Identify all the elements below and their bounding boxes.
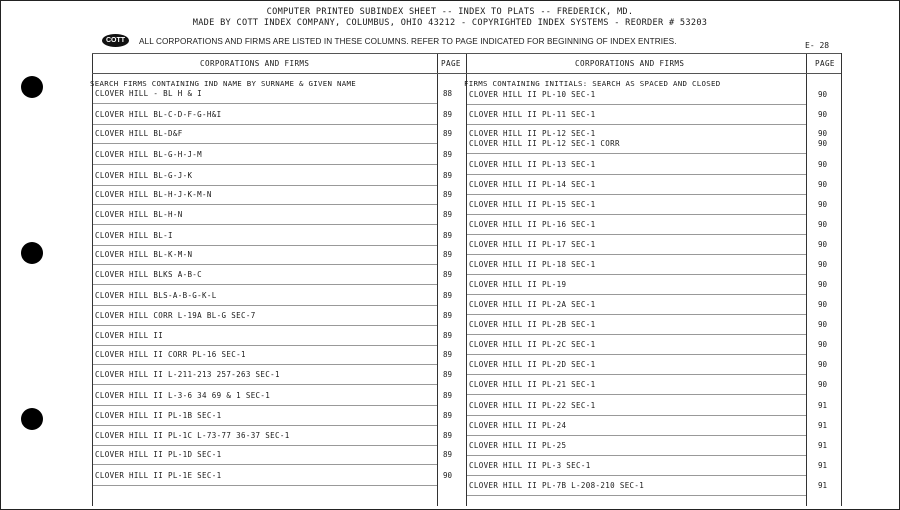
entry-rule — [467, 214, 806, 215]
right-entry-page: 90 — [818, 200, 828, 209]
left-entry-page: 89 — [443, 370, 453, 379]
left-entry-page: 89 — [443, 431, 453, 440]
entry-rule — [467, 334, 806, 335]
right-entry-name: CLOVER HILL II PL-22 SEC-1 — [469, 401, 596, 410]
left-entry-name: CLOVER HILL BL-G-J-K — [95, 171, 193, 180]
entry-rule — [467, 435, 806, 436]
entry-rule — [467, 294, 806, 295]
entry-rule — [93, 425, 437, 426]
cott-logo: COTT — [102, 34, 129, 47]
left-entry-name: CLOVER HILL CORR L-19A BL-G SEC-7 — [95, 311, 256, 320]
sheet-number: E- 28 — [805, 41, 830, 50]
right-entry-page: 90 — [818, 180, 828, 189]
entry-rule — [467, 254, 806, 255]
left-entry-name: CLOVER HILL II PL-1E SEC-1 — [95, 471, 222, 480]
left-entry-page: 89 — [443, 450, 453, 459]
entry-rule — [93, 305, 437, 306]
right-entry-page: 91 — [818, 401, 828, 410]
right-entry-page: 90 — [818, 220, 828, 229]
right-entry-page: 90 — [818, 90, 828, 99]
left-entry-name: CLOVER HILL II PL-1C L-73-77 36-37 SEC-1 — [95, 431, 290, 440]
right-entry-page: 90 — [818, 360, 828, 369]
right-entry-name: CLOVER HILL II PL-2C SEC-1 — [469, 340, 596, 349]
left-entry-page: 88 — [443, 89, 453, 98]
column-rule — [92, 53, 93, 506]
left-entry-page: 90 — [443, 471, 453, 480]
entry-rule — [93, 345, 437, 346]
binder-hole — [21, 242, 43, 264]
left-entry-page: 89 — [443, 210, 453, 219]
sheet-title: COMPUTER PRINTED SUBINDEX SHEET -- INDEX TO PLATS -- FREDERICK, MD. — [266, 7, 634, 17]
left-entry-name: CLOVER HILL II PL-1D SEC-1 — [95, 450, 222, 459]
right-entry-name: CLOVER HILL II PL-10 SEC-1 — [469, 90, 596, 99]
entry-rule — [467, 374, 806, 375]
right-entry-page: 91 — [818, 441, 828, 450]
right-entry-name: CLOVER HILL II PL-13 SEC-1 — [469, 160, 596, 169]
right-entry-page: 90 — [818, 380, 828, 389]
entry-rule — [93, 103, 437, 104]
entry-rule — [93, 124, 437, 125]
left-entry-page: 89 — [443, 291, 453, 300]
left-entry-name: CLOVER HILL II CORR PL-16 SEC-1 — [95, 350, 246, 359]
entry-rule — [93, 464, 437, 465]
right-entry-name: CLOVER HILL II PL-17 SEC-1 — [469, 240, 596, 249]
left-entry-page: 89 — [443, 311, 453, 320]
header-rule — [92, 53, 841, 54]
left-entry-page: 89 — [443, 171, 453, 180]
right-entry-name: CLOVER HILL II PL-12 SEC-1 — [469, 129, 596, 138]
entry-rule — [467, 314, 806, 315]
entry-rule — [467, 124, 806, 125]
right-entry-name: CLOVER HILL II PL-2B SEC-1 — [469, 320, 596, 329]
right-page-heading: PAGE — [815, 59, 835, 68]
left-entry-name: CLOVER HILL II — [95, 331, 164, 340]
right-entry-name: CLOVER HILL II PL-15 SEC-1 — [469, 200, 596, 209]
notice-text: ALL CORPORATIONS AND FIRMS ARE LISTED IN THESE COLUMNS. REFER TO PAGE INDICATED FOR BEGINNING OF INDEX ENTRIES. — [139, 37, 677, 46]
right-entry-page: 90 — [818, 320, 828, 329]
publisher-line: MADE BY COTT INDEX COMPANY, COLUMBUS, OHIO 43212 - COPYRIGHTED INDEX SYSTEMS - REORDER # 53203 — [192, 18, 708, 28]
entry-rule — [467, 455, 806, 456]
column-rule — [466, 53, 467, 506]
entry-rule — [93, 164, 437, 165]
header-rule — [92, 73, 841, 74]
entry-rule — [467, 475, 806, 476]
right-entry-name: CLOVER HILL II PL-2D SEC-1 — [469, 360, 596, 369]
right-entry-name: CLOVER HILL II PL-2A SEC-1 — [469, 300, 596, 309]
entry-rule — [93, 143, 437, 144]
entry-rule — [467, 354, 806, 355]
right-column-heading: CORPORATIONS AND FIRMS — [575, 59, 685, 68]
left-entry-page: 89 — [443, 391, 453, 400]
column-rule — [806, 53, 807, 506]
left-column-subheading: SEARCH FIRMS CONTAINING IND NAME BY SURNAME & GIVEN NAME — [90, 79, 356, 88]
right-entry-page: 90 — [818, 300, 828, 309]
entry-rule — [93, 485, 437, 486]
left-entry-name: CLOVER HILL BL-C-D-F-G-H&I — [95, 110, 222, 119]
right-entry-page: 90 — [818, 340, 828, 349]
entry-rule — [467, 495, 806, 496]
left-entry-page: 89 — [443, 331, 453, 340]
left-entry-name: CLOVER HILL - BL H & I — [95, 89, 203, 98]
right-entry-page: 91 — [818, 461, 828, 470]
right-column-subheading: FIRMS CONTAINING INITIALS: SEARCH AS SPACED AND CLOSED — [464, 79, 721, 88]
left-entry-name: CLOVER HILL BL-D&F — [95, 129, 183, 138]
right-entry-name: CLOVER HILL II PL-11 SEC-1 — [469, 110, 596, 119]
left-entry-name: CLOVER HILL BL-G-H-J-M — [95, 150, 203, 159]
right-entry-name: CLOVER HILL II PL-3 SEC-1 — [469, 461, 591, 470]
right-entry-name: CLOVER HILL II PL-12 SEC-1 CORR — [469, 139, 620, 148]
left-entry-page: 89 — [443, 250, 453, 259]
left-entry-name: CLOVER HILL II PL-1B SEC-1 — [95, 411, 222, 420]
right-entry-page: 91 — [818, 421, 828, 430]
right-entry-page: 90 — [818, 280, 828, 289]
entry-rule — [467, 194, 806, 195]
left-column-heading: CORPORATIONS AND FIRMS — [200, 59, 310, 68]
right-entry-page: 90 — [818, 139, 828, 148]
left-entry-page: 89 — [443, 129, 453, 138]
right-entry-page: 90 — [818, 260, 828, 269]
entry-rule — [467, 234, 806, 235]
right-entry-page: 91 — [818, 481, 828, 490]
left-entry-name: CLOVER HILL BL-I — [95, 231, 173, 240]
entry-rule — [93, 405, 437, 406]
entry-rule — [93, 364, 437, 365]
left-entry-name: CLOVER HILL II L-3-6 34 69 & 1 SEC-1 — [95, 391, 271, 400]
right-entry-name: CLOVER HILL II PL-21 SEC-1 — [469, 380, 596, 389]
entry-rule — [93, 204, 437, 205]
entry-rule — [93, 224, 437, 225]
right-entry-name: CLOVER HILL II PL-7B L-208-210 SEC-1 — [469, 481, 645, 490]
left-entry-name: CLOVER HILL II L-211-213 257-263 SEC-1 — [95, 370, 280, 379]
left-entry-page: 89 — [443, 231, 453, 240]
entry-rule — [467, 274, 806, 275]
column-rule — [841, 53, 842, 506]
left-entry-name: CLOVER HILL BL-H-N — [95, 210, 183, 219]
right-entry-name: CLOVER HILL II PL-14 SEC-1 — [469, 180, 596, 189]
entry-rule — [467, 153, 806, 154]
binder-hole — [21, 76, 43, 98]
right-entry-name: CLOVER HILL II PL-25 — [469, 441, 567, 450]
column-rule — [437, 53, 438, 506]
right-entry-name: CLOVER HILL II PL-19 — [469, 280, 567, 289]
left-entry-name: CLOVER HILL BLKS A-B-C — [95, 270, 203, 279]
right-entry-name: CLOVER HILL II PL-18 SEC-1 — [469, 260, 596, 269]
entry-rule — [467, 174, 806, 175]
entry-rule — [467, 415, 806, 416]
left-page-heading: PAGE — [441, 59, 461, 68]
left-entry-page: 89 — [443, 270, 453, 279]
right-entry-page: 90 — [818, 110, 828, 119]
entry-rule — [93, 245, 437, 246]
entry-rule — [93, 325, 437, 326]
left-entry-name: CLOVER HILL BL-K-M-N — [95, 250, 193, 259]
right-entry-page: 90 — [818, 240, 828, 249]
entry-rule — [467, 394, 806, 395]
entry-rule — [93, 264, 437, 265]
right-entry-page: 90 — [818, 160, 828, 169]
entry-rule — [93, 445, 437, 446]
entry-rule — [93, 384, 437, 385]
right-entry-name: CLOVER HILL II PL-24 — [469, 421, 567, 430]
right-entry-page: 90 — [818, 129, 828, 138]
entry-rule — [467, 104, 806, 105]
left-entry-page: 89 — [443, 150, 453, 159]
left-entry-page: 89 — [443, 110, 453, 119]
left-entry-name: CLOVER HILL BLS-A-B-G-K-L — [95, 291, 217, 300]
left-entry-name: CLOVER HILL BL-H-J-K-M-N — [95, 190, 212, 199]
entry-rule — [93, 185, 437, 186]
binder-hole — [21, 408, 43, 430]
left-entry-page: 89 — [443, 350, 453, 359]
left-entry-page: 89 — [443, 411, 453, 420]
entry-rule — [93, 284, 437, 285]
right-entry-name: CLOVER HILL II PL-16 SEC-1 — [469, 220, 596, 229]
left-entry-page: 89 — [443, 190, 453, 199]
